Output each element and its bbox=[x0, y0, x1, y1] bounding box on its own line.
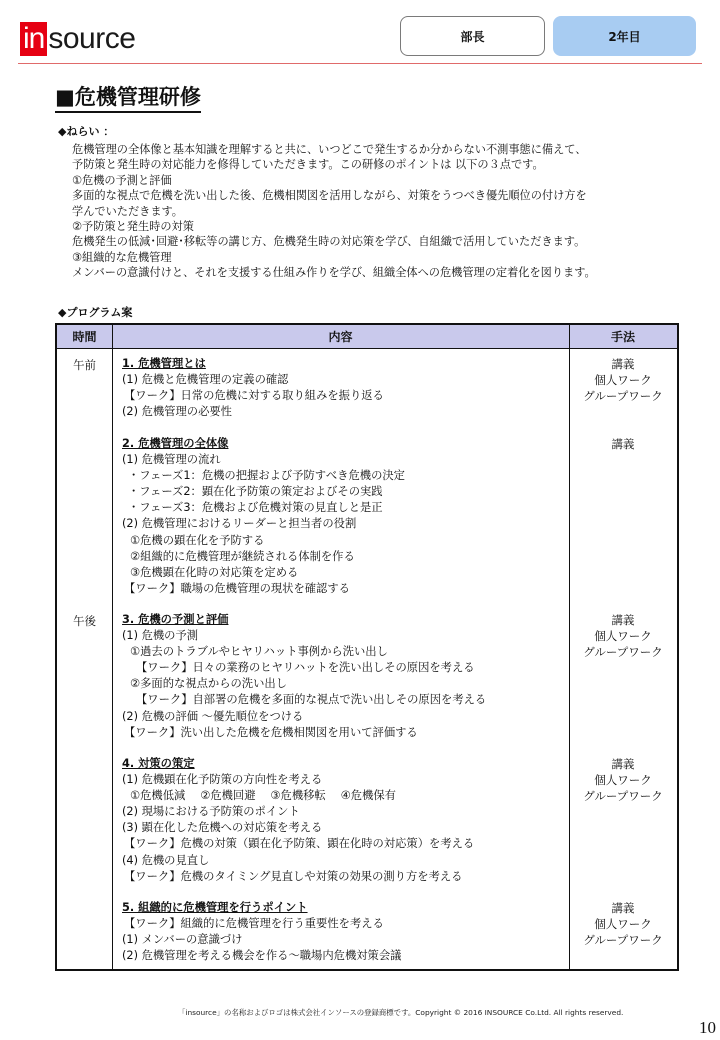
insource-logo bbox=[20, 22, 135, 56]
aims-heading: ◆ねらい ： bbox=[58, 125, 115, 138]
section-line: (1) 危機顕在化予防策の方向性を考える bbox=[122, 773, 323, 787]
method-list-5 bbox=[569, 900, 677, 948]
column-divider bbox=[112, 325, 113, 969]
section-line: ・フェーズ3：危機および危機対策の見直しと是正 bbox=[128, 501, 383, 515]
section-line: (1) メンバーの意識づけ bbox=[122, 933, 243, 947]
method-item: 講義 bbox=[611, 901, 635, 915]
section-line: 【ワーク】自部署の危機を多面的な視点で洗い出しその原因を考える bbox=[136, 693, 487, 707]
logo-text: source bbox=[48, 22, 136, 55]
year-tag: 2年目 bbox=[553, 16, 696, 56]
section-line: (1) 危機管理の流れ bbox=[122, 453, 221, 467]
section-line: (2) 危機の評価 ～優先順位をつける bbox=[122, 709, 304, 723]
method-item: グループワーク bbox=[583, 389, 663, 404]
section-line: 【ワーク】日々の業務のヒヤリハットを洗い出しその原因を考える bbox=[136, 661, 475, 675]
section-line: ・フェーズ2：顕在化予防策の策定およびその実践 bbox=[128, 485, 383, 499]
section-line: ③危機顕在化時の対応策を定める bbox=[130, 565, 299, 579]
aims-line: 多面的な視点で危機を洗い出した後、危機相関図を活用しながら、対策をうつべき優先順位の付け方を bbox=[72, 189, 587, 203]
method-item: 個人ワーク bbox=[594, 629, 652, 644]
time-afternoon: 午後 bbox=[73, 614, 96, 628]
aims-line: 危機管理の全体像と基本知識を理解すると共に、いつどこで発生するか分からない不測事態に備えて、 bbox=[72, 143, 587, 156]
section-line: (2) 危機管理におけるリーダーと担当者の役割 bbox=[122, 517, 357, 531]
section-line: ・フェーズ1：危機の把握および予防すべき危機の決定 bbox=[128, 469, 405, 483]
column-header-content: 内容 bbox=[112, 325, 569, 349]
method-item: 講義 bbox=[611, 357, 635, 371]
method-list-1 bbox=[569, 356, 677, 404]
section-title: 4. 対策の策定 bbox=[122, 757, 195, 770]
header-divider bbox=[18, 63, 702, 64]
section-line: 【ワーク】組織的に危機管理を行う重要性を考える bbox=[124, 917, 384, 931]
section-line: 【ワーク】洗い出した危機を危機相関図を用いて評価する bbox=[124, 725, 418, 739]
method-list-3 bbox=[569, 612, 677, 660]
aims-line: 予防策と発生時の対応能力を修得していただきます。この研修のポイントは 以下の３点です。 bbox=[72, 158, 544, 172]
column-header-method: 手法 bbox=[569, 325, 677, 349]
program-section-2 bbox=[122, 436, 405, 597]
method-item: 講義 bbox=[611, 757, 635, 771]
program-section-5 bbox=[122, 900, 401, 964]
section-line: (1) 危機の予測 bbox=[122, 629, 199, 643]
section-title: 1. 危機管理とは bbox=[122, 357, 206, 370]
aims-line: ②予防策と発生時の対策 bbox=[72, 220, 194, 234]
method-list-2 bbox=[569, 436, 677, 452]
aims-line: 学んでいただきます。 bbox=[72, 204, 183, 218]
copyright-footer: 「insource」の名称およびロゴは株式会社インソースの登録商標です。Copyright © 2016 INSOURCE Co.Ltd. All rights reserved. bbox=[178, 1008, 624, 1017]
program-section-1 bbox=[122, 356, 384, 420]
section-line: ①危機の顕在化を予防する bbox=[130, 533, 265, 547]
section-line: (2) 危機管理の必要性 bbox=[122, 405, 232, 419]
section-line: (1) 危機と危機管理の定義の確認 bbox=[122, 373, 289, 387]
page-title: ■危機管理研修 bbox=[55, 84, 201, 113]
section-title: 2. 危機管理の全体像 bbox=[122, 437, 229, 450]
method-item: 個人ワーク bbox=[594, 917, 652, 932]
method-item: 講義 bbox=[611, 613, 635, 627]
role-tag: 部長 bbox=[400, 16, 545, 56]
column-header-time: 時間 bbox=[57, 325, 112, 349]
method-item: グループワーク bbox=[583, 933, 663, 948]
program-section-4 bbox=[122, 756, 474, 885]
section-line: (2) 現場における予防策のポイント bbox=[122, 805, 300, 819]
page-number: 10 bbox=[699, 1018, 716, 1037]
section-line: (4) 危機の見直し bbox=[122, 853, 210, 867]
section-line: ②多面的な視点からの洗い出し bbox=[130, 677, 287, 691]
method-item: 個人ワーク bbox=[594, 373, 652, 388]
aims-line: 危機発生の低減･回避･移転等の講じ方、危機発生時の対応策を学び、自組織で活用していただきます。 bbox=[72, 235, 586, 249]
section-line: ②組織的に危機管理が継続される体制を作る bbox=[130, 549, 355, 563]
program-heading: ◆プログラム案 bbox=[58, 306, 133, 319]
section-line: 【ワーク】日常の危機に対する取り組みを振り返る bbox=[124, 389, 384, 403]
time-morning: 午前 bbox=[73, 358, 96, 372]
program-table bbox=[55, 323, 679, 971]
method-item: 個人ワーク bbox=[594, 773, 652, 788]
section-line: ①過去のトラブルやヒヤリハット事例から洗い出し bbox=[130, 645, 388, 659]
aims-body bbox=[72, 142, 596, 281]
section-title: 5. 組織的に危機管理を行うポイント bbox=[122, 901, 308, 914]
section-title: 3. 危機の予測と評価 bbox=[122, 613, 229, 626]
section-line: (2) 危機管理を考える機会を作る～職場内危機対策会議 bbox=[122, 949, 402, 963]
method-item: グループワーク bbox=[583, 645, 663, 660]
section-line: ①危機低減 ②危機回避 ③危機移転 ④危機保有 bbox=[130, 789, 396, 803]
method-list-4 bbox=[569, 756, 677, 804]
section-line: 【ワーク】危機の対策（顕在化予防策、顕在化時の対応策）を考える bbox=[124, 837, 475, 851]
method-item: グループワーク bbox=[583, 789, 663, 804]
section-line: 【ワーク】職場の危機管理の現状を確認する bbox=[124, 581, 350, 595]
section-line: 【ワーク】危機のタイミング見直しや対策の効果の測り方を考える bbox=[124, 869, 463, 883]
aims-line: ③組織的な危機管理 bbox=[72, 250, 172, 264]
section-line: (3) 顕在化した危機への対応策を考える bbox=[122, 821, 323, 835]
program-section-3 bbox=[122, 612, 486, 741]
aims-line: メンバーの意識付けと、それを支援する仕組み作りを学び、組織全体への危機管理の定着化を図ります。 bbox=[72, 266, 596, 280]
logo-mark: in bbox=[20, 22, 47, 56]
aims-line: ①危機の予測と評価 bbox=[72, 173, 172, 187]
method-item: 講義 bbox=[611, 437, 635, 451]
